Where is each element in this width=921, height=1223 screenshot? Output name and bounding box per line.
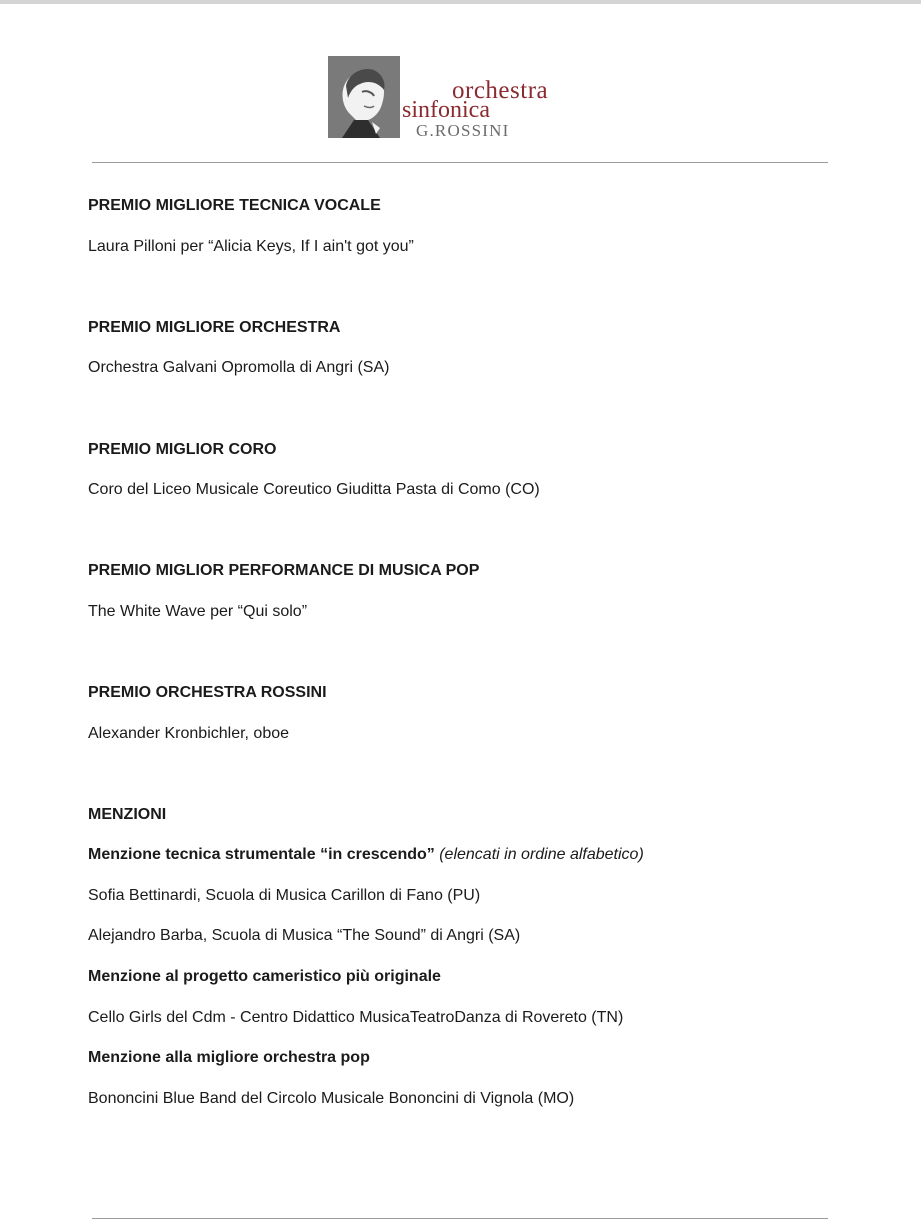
mention-title: Menzione al progetto cameristico più originale — [88, 968, 441, 985]
mention-title: Menzione alla migliore orchestra pop — [88, 1049, 370, 1066]
mention-entry: Bononcini Blue Band del Circolo Musicale Bononcini di Vignola (MO) — [88, 1090, 575, 1107]
top-edge-bar — [0, 0, 921, 4]
award-title: PREMIO MIGLIOR CORO — [88, 441, 277, 458]
mention-entry: Alejandro Barba, Scuola di Musica “The Sound” di Angri (SA) — [88, 927, 521, 944]
award-winner: The White Wave per “Qui solo” — [88, 603, 308, 620]
award-winner: Coro del Liceo Musicale Coreutico Giuditta Pasta di Como (CO) — [88, 481, 540, 498]
header-divider — [92, 162, 828, 163]
award-winner: Alexander Kronbichler, oboe — [88, 725, 290, 742]
award-title: PREMIO ORCHESTRA ROSSINI — [88, 684, 327, 701]
award-winner: Laura Pilloni per “Alicia Keys, If I ain't got you” — [88, 238, 414, 255]
award-title: PREMIO MIGLIORE TECNICA VOCALE — [88, 197, 381, 214]
mention-entry: Cello Girls del Cdm - Centro Didattico MusicaTeatroDanza di Rovereto (TN) — [88, 1009, 624, 1026]
award-winner: Orchestra Galvani Opromolla di Angri (SA) — [88, 359, 390, 376]
orchestra-logo — [328, 56, 608, 142]
mention-title — [88, 846, 644, 864]
mentions-heading: MENZIONI — [88, 806, 167, 823]
logo-line-rossini: G.ROSSINI — [416, 121, 510, 140]
logo-line-orchestra: orchestra — [452, 77, 549, 104]
mention-note: (elencati in ordine alfabetico) — [439, 846, 644, 863]
footer-divider — [92, 1218, 828, 1219]
mention-title-text: Menzione tecnica strumentale “in crescendo” — [88, 846, 435, 863]
mention-entry: Sofia Bettinardi, Scuola di Musica Carillon di Fano (PU) — [88, 887, 481, 904]
logo-line-sinfonica: sinfonica — [402, 97, 490, 123]
award-title: PREMIO MIGLIORE ORCHESTRA — [88, 319, 341, 336]
rossini-portrait-icon — [328, 56, 400, 138]
award-title: PREMIO MIGLIOR PERFORMANCE DI MUSICA POP — [88, 562, 480, 579]
